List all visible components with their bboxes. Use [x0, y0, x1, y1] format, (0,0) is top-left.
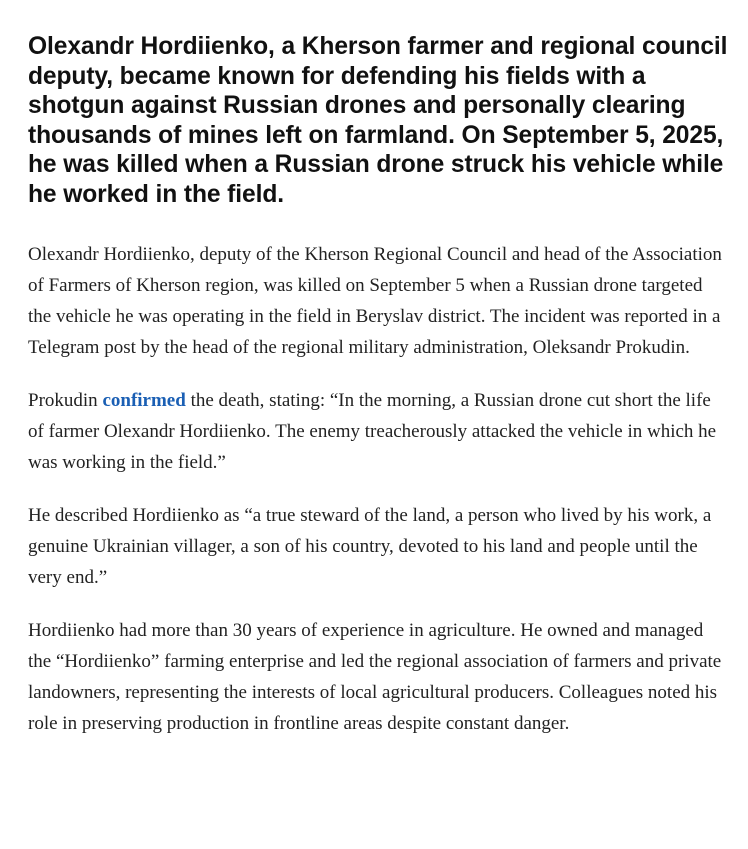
article	[28, 32, 728, 761]
article-lead: Olexandr Hordiienko, a Kherson farmer and regional council deputy, became known for defending his fields with a shotgun against Russian drones and personally clearing thousands of mines left on farmland. On September 5, 2025, he was killed when a Russian drone struck his vehicle while he worked in the field.	[28, 33, 728, 208]
article-paragraph-2	[28, 385, 728, 478]
paragraph-2-text-after: the death, stating: “In the morning, a Russian drone cut short the life of farmer Olexandr Hordiienko. The enemy treacherously attacked the vehicle in which he was working in the field.”	[28, 390, 717, 473]
article-paragraph-3: He described Hordiienko as “a true steward of the land, a person who lived by his work, a genuine Ukrainian villager, a son of his country, devoted to his land and people until the very end.”	[28, 505, 712, 588]
article-paragraph-4: Hordiienko had more than 30 years of experience in agriculture. He owned and managed the “Hordiienko” farming enterprise and led the regional association of farmers and private landowners, representing the interests of local agricultural producers. Colleagues noted his role in preserving production in frontline areas despite constant danger.	[28, 620, 722, 734]
paragraph-2-text-before: Prokudin	[28, 390, 103, 411]
article-paragraph-1: Olexandr Hordiienko, deputy of the Kherson Regional Council and head of the Association of Farmers of Kherson region, was killed on September 5 when a Russian drone targeted the vehicle he was operating in the field in Beryslav district. The incident was reported in a Telegram post by the head of the regional military administration, Oleksandr Prokudin.	[28, 244, 722, 358]
confirmed-link[interactable]: confirmed	[102, 390, 186, 411]
